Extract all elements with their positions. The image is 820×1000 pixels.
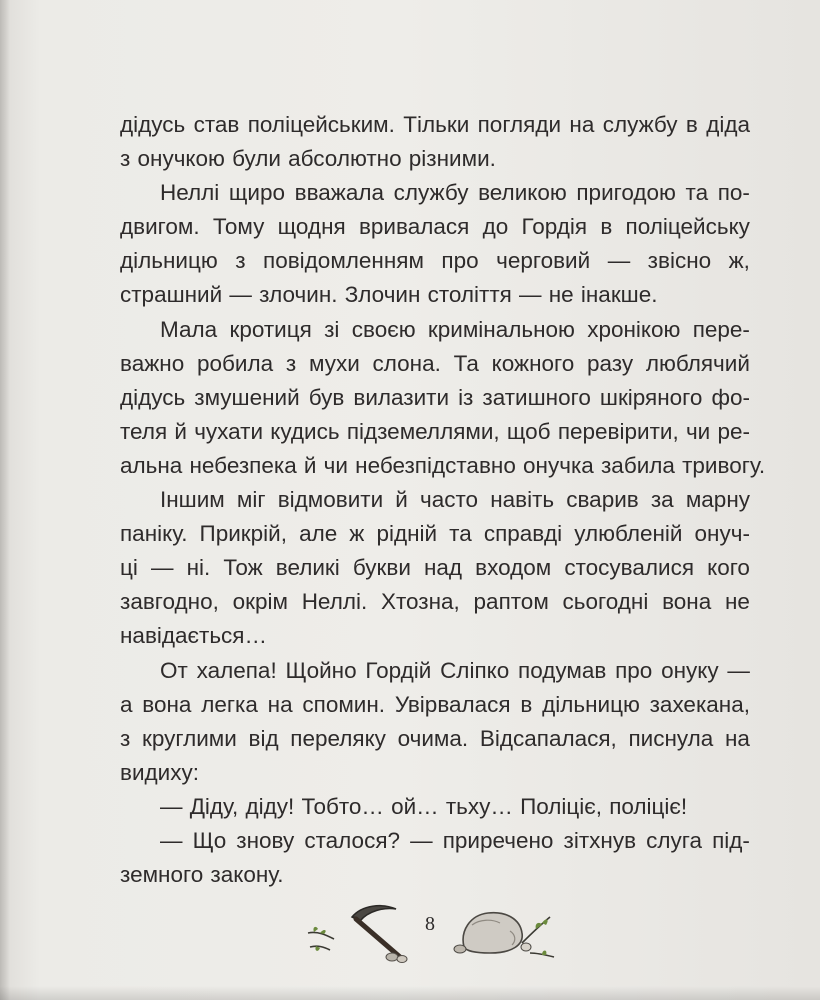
rock-icon (450, 895, 560, 965)
text-line: ці — ні. Тож великі букви над входом стосувалися кого (120, 555, 750, 581)
text-line: альна небезпека й чи небезпідставно онучка забила тривогу. (120, 452, 766, 478)
text-line: видиху: (120, 759, 199, 785)
page-footer (300, 895, 560, 965)
pickaxe-icon (300, 895, 410, 965)
text-line: страшний — злочин. Злочин століття — не інакше. (120, 282, 658, 308)
text-line: Іншим міг відмовити й часто навіть сварив за марну (160, 487, 750, 513)
text-line: двигом. Тому щодня вривалася до Гордія в поліцейську (120, 214, 750, 240)
page-number: 8 (425, 913, 435, 935)
text-line: Мала кротиця зі своєю кримінальною хронікою пере- (160, 316, 750, 342)
text-line: дідусь став поліцейським. Тільки погляди на службу в діда (120, 112, 750, 137)
text-line: навідається… (120, 623, 267, 649)
text-line: теля й чухати кудись підземеллями, щоб перевірити, чи ре- (120, 418, 750, 444)
text-line: з онучкою були абсолютно різними. (120, 146, 496, 172)
text-line: важно робила з мухи слона. Та кожного разу люблячий (120, 350, 750, 376)
text-line: — Діду, діду! Тобто… ой… тьху… Поліціє, поліціє! (160, 793, 688, 819)
body-text (120, 108, 766, 892)
page-shadow (0, 0, 10, 1000)
text-line: з круглими від переляку очима. Відсапалася, писнула на (120, 725, 750, 751)
text-line: — Що знову сталося? — приречено зітхнув слуга під- (160, 827, 750, 853)
page-shadow-bottom (0, 986, 820, 1000)
text-line: а вона легка на спомин. Увірвалася в дільницю захекана, (120, 691, 750, 717)
text-line: Неллі щиро вважала службу великою пригодою та по- (160, 180, 750, 206)
text-line: завгодно, окрім Неллі. Хтозна, раптом сьогодні вона не (120, 589, 750, 615)
text-line: паніку. Прикрій, але ж рідній та справді улюбленій онуч- (120, 521, 750, 547)
text-line: дільницю з повідомленням про черговий — звісно ж, (120, 248, 750, 274)
text-line: дідусь змушений був вилазити із затишного шкіряного фо- (120, 384, 750, 410)
text-line: От халепа! Щойно Гордій Сліпко подумав про онуку — (160, 657, 750, 683)
text-line: земного закону. (120, 862, 284, 888)
